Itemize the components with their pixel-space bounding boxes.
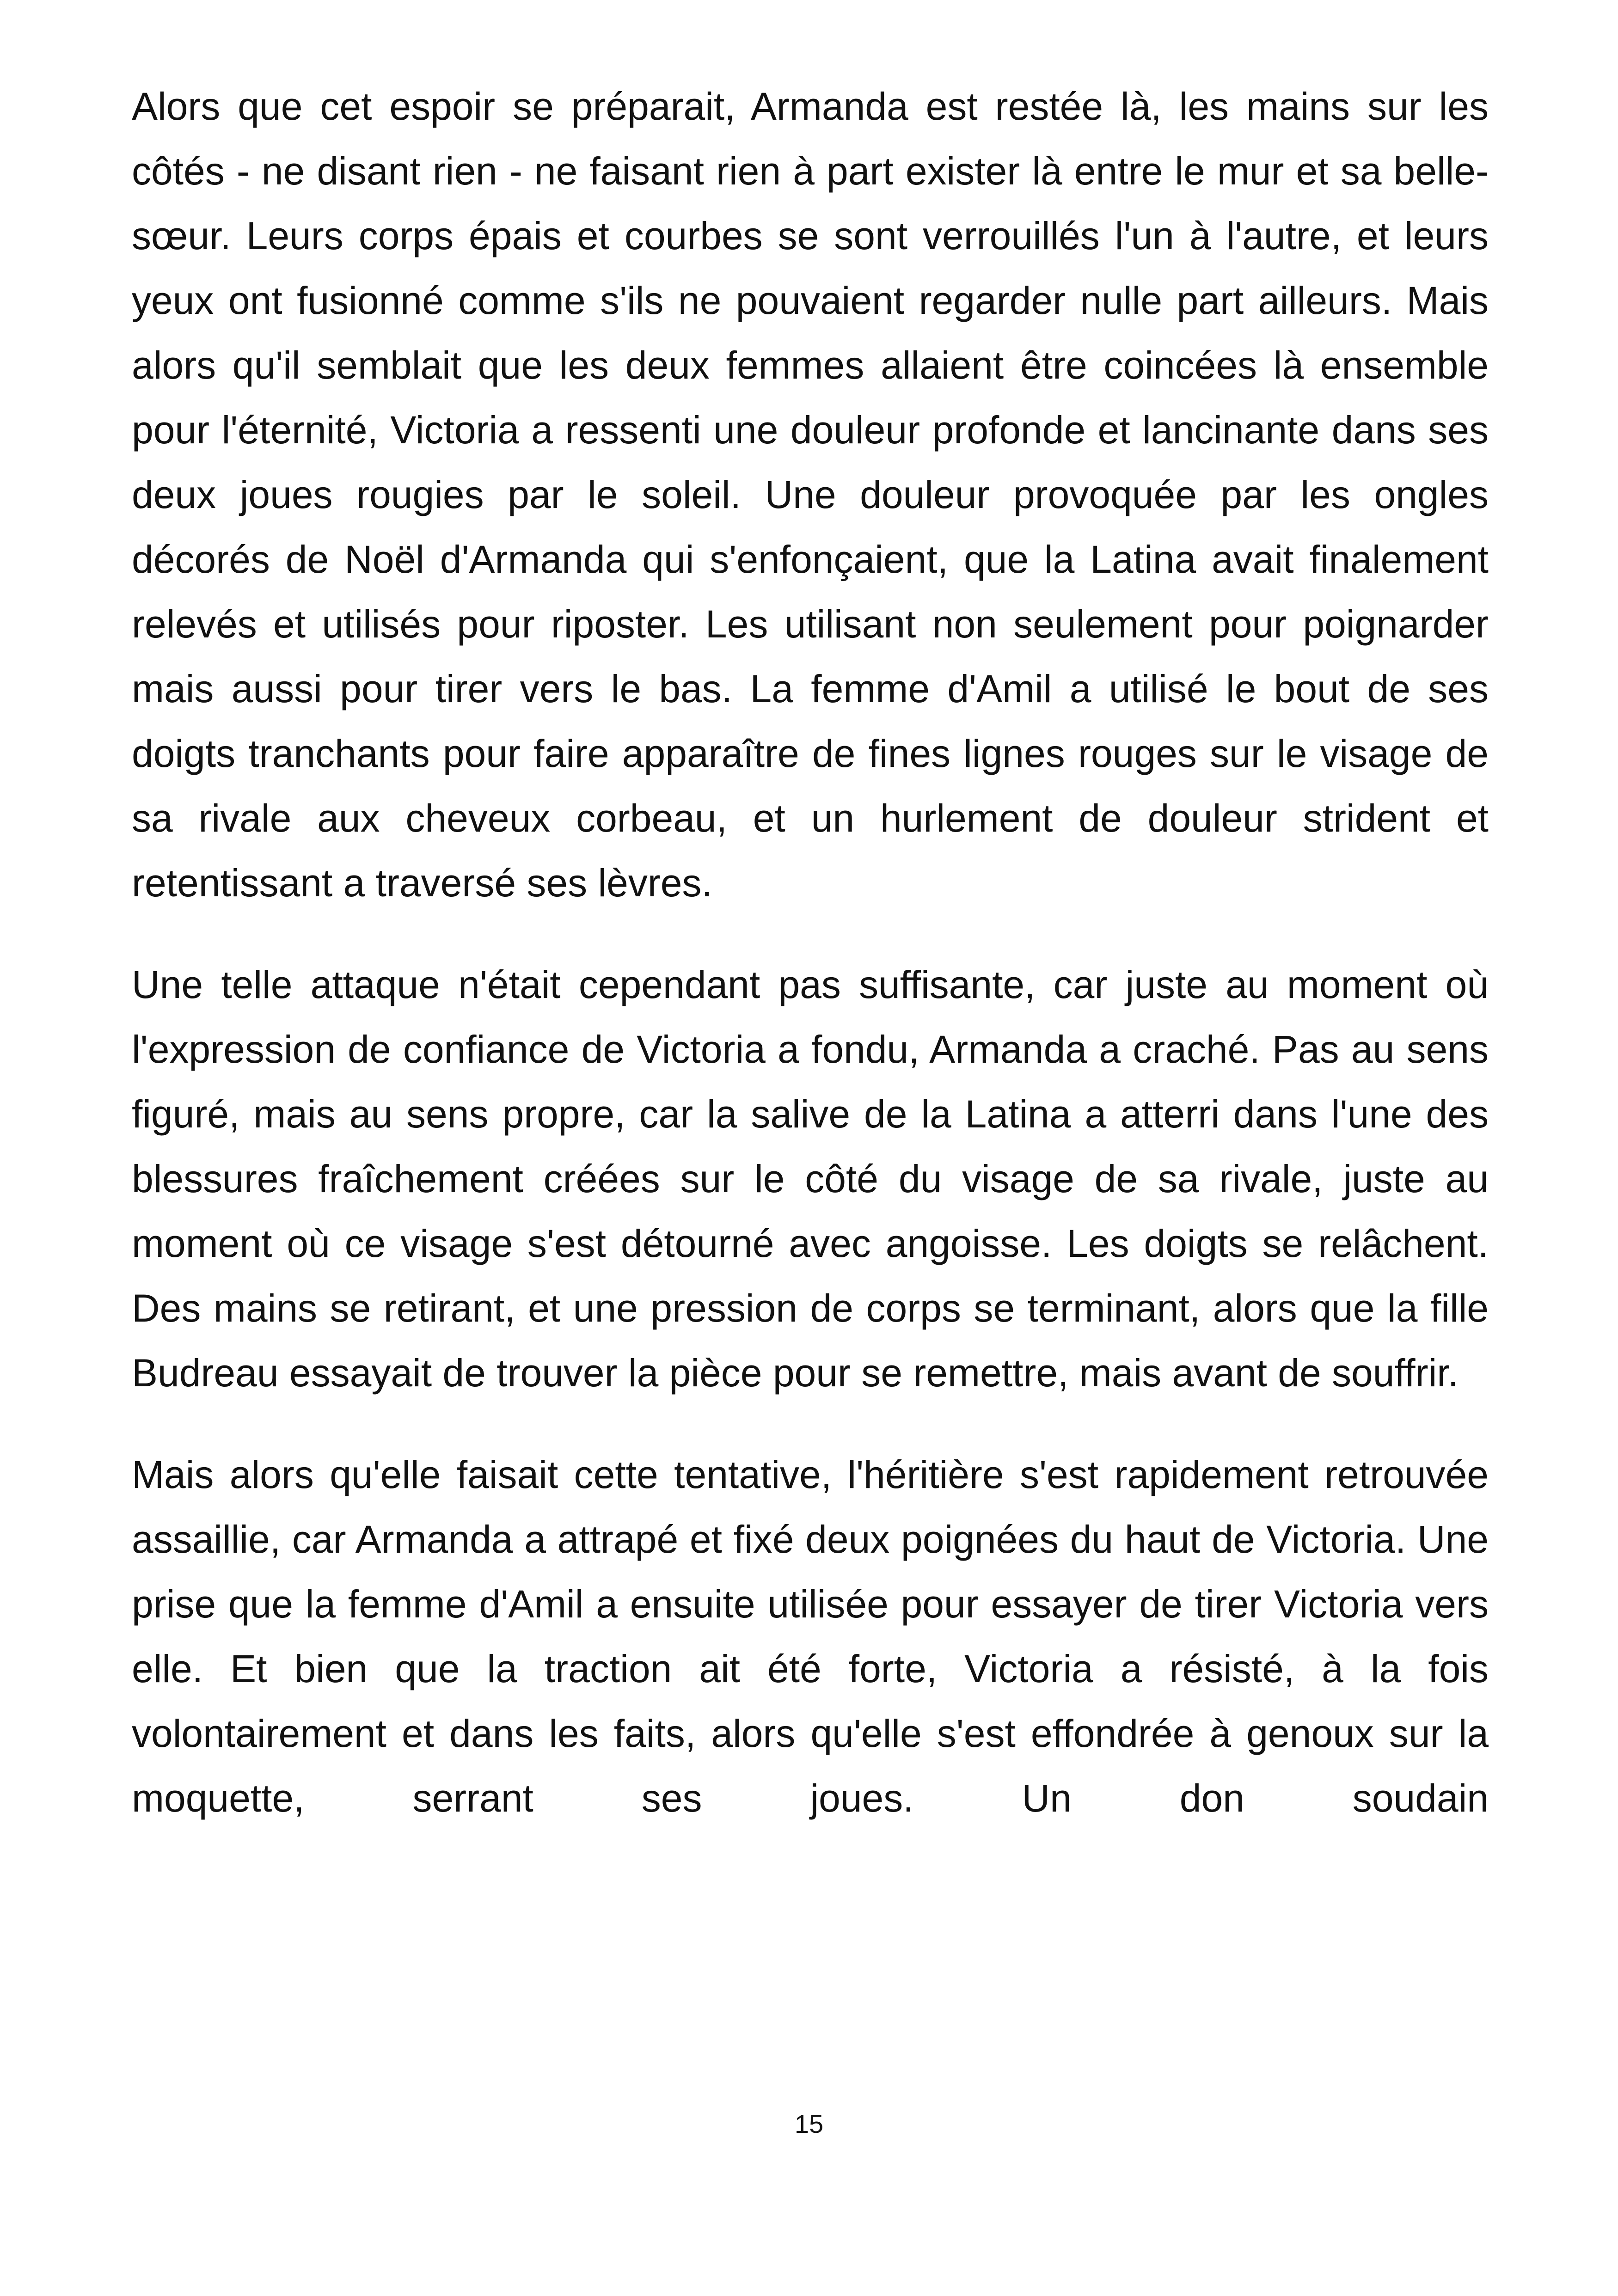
- body-text: [132, 74, 1489, 1831]
- paragraph-2: Une telle attaque n'était cependant pas suffisante, car juste au moment où l'expression de confiance de Victoria a fondu, Armanda a craché. Pas au sens figuré, mais au sens propre, car la salive de la Latina a atterri dans l'une des blessures fraîchement créées sur le côté du visage de sa rivale, juste au moment où ce visage s'est détourné avec angoisse. Les doigts se relâchent. Des mains se retirant, et une pression de corps se terminant, alors que la fille Budreau essayait de trouver la pièce pour se remettre, mais avant de souffrir.: [132, 963, 1489, 1395]
- paragraph-1: Alors que cet espoir se préparait, Armanda est restée là, les mains sur les côtés - ne disant rien - ne faisant rien à part exister là entre le mur et sa belle-sœur. Leurs corps épais et courbes se sont verrouillés l'un à l'autre, et leurs yeux ont fusionné comme s'ils ne pouvaient regarder nulle part ailleurs. Mais alors qu'il semblait que les deux femmes allaient être coincées là ensemble pour l'éternité, Victoria a ressenti une douleur profonde et lancinante dans ses deux joues rougies par le soleil. Une douleur provoquée par les ongles décorés de Noël d'Armanda qui s'enfonçaient, que la Latina avait finalement relevés et utilisés pour riposter. Les utilisant non seulement pour poignarder mais aussi pour tirer vers le bas. La femme d'Amil a utilisé le bout de ses doigts tranchants pour faire apparaître de fines lignes rouges sur le visage de sa rivale aux cheveux corbeau, et un hurlement de douleur strident et retentissant a traversé ses lèvres.: [132, 85, 1489, 905]
- paragraph-3: Mais alors qu'elle faisait cette tentative, l'héritière s'est rapidement retrouvée assaillie, car Armanda a attrapé et fixé deux poignées du haut de Victoria. Une prise que la femme d'Amil a ensuite utilisée pour essayer de tirer Victoria vers elle. Et bien que la traction ait été forte, Victoria a résisté, à la fois volontairement et dans les faits, alors qu'elle s'est effondrée à genoux sur la moquette, serrant ses joues. Un don soudain: [132, 1453, 1489, 1820]
- page-number: 15: [794, 2109, 824, 2138]
